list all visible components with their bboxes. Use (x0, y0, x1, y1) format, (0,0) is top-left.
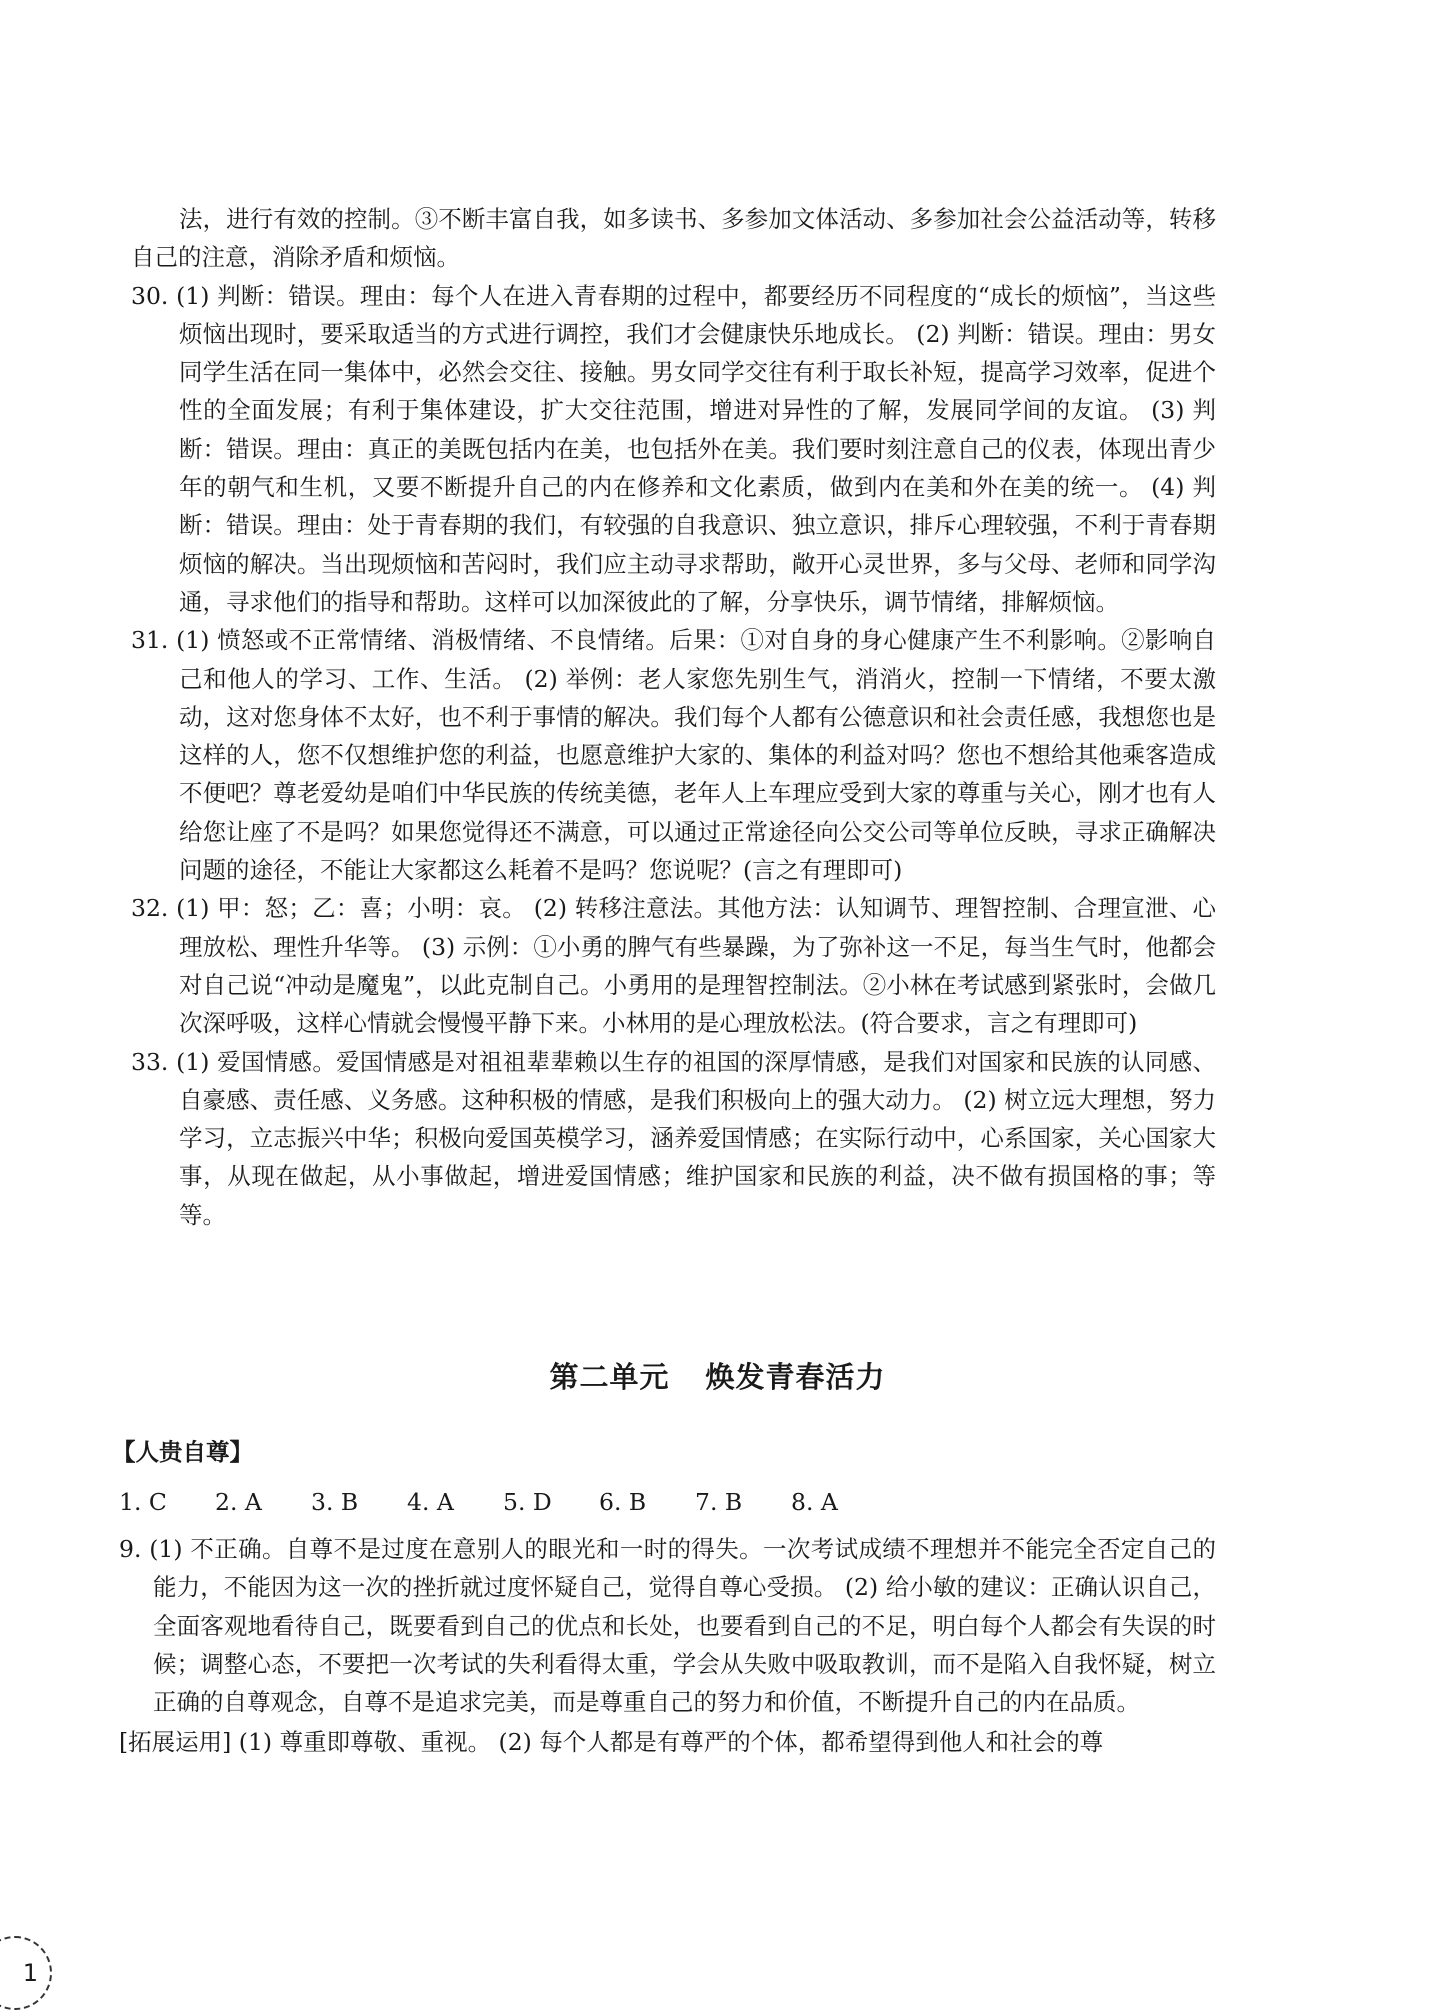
choice-answer: 2. A (215, 1488, 262, 1516)
choice-answer: 6. B (599, 1488, 647, 1516)
extension-paragraph: [拓展运用] (1) 尊重即尊敬、重视。 (2) 每个人都是有尊严的个体，都希望得到他人和社会的尊 (119, 1728, 1104, 1757)
unit-answer-text (119, 1530, 1216, 1762)
choice-answer: 8. A (791, 1488, 838, 1516)
answer-item-9: 9. (1) 不正确。自尊不是过度在意别人的眼光和一时的得失。一次考试成绩不理想并不能完全否定自己的能力，不能因为这一次的挫折就过度怀疑自己，觉得自尊心受损。 (2) 给小敏的建议：正确认识自己，全面客观地看待自己，既要看到自己的优点和长处，也要看到自己的不足，明白每个人都会有失误的时候；调整心态，不要把一次考试的失利看得太重，学会从失败中吸取教训，而不是陷入自我怀疑，树立正确的自尊观念，自尊不是追求完美，而是尊重自己的努力和价值，不断提升自己的内在品质。 (119, 1535, 1216, 1717)
choice-answer: 4. A (407, 1488, 454, 1516)
choice-answer: 1. C (119, 1488, 167, 1516)
choice-answer: 3. B (311, 1488, 359, 1516)
unit-title (0, 1355, 1435, 1396)
choice-answer: 5. D (503, 1488, 552, 1516)
section-header: 【人贵自尊】 (112, 1438, 253, 1466)
continuation-paragraph: 法，进行有效的控制。③不断丰富自我，如多读书、多参加文体活动、多参加社会公益活动等，转移自己的注意，消除矛盾和烦恼。 (131, 205, 1216, 272)
answer-item-31: 31. (1) 愤怒或不正常情绪、消极情绪、不良情绪。后果：①对自身的身心健康产生不利影响。②影响自己和他人的学习、工作、生活。 (2) 举例：老人家您先别生气，消消火，控制一下情绪，不要太激动，这对您身体不太好，也不利于事情的解决。我们每个人都有公德意识和社会责任感，我想您也是这样的人，您不仅想维护您的利益，也愿意维护大家的、集体的利益对吗？您也不想给其他乘客造成不便吧？尊老爱幼是咱们中华民族的传统美德，老年人上车理应受到大家的尊重与关心，刚才也有人给您让座了不是吗？如果您觉得还不满意，可以通过正常途径向公交公司等单位反映，寻求正确解决问题的途径，不能让大家都这么耗着不是吗？您说呢？(言之有理即可) (131, 626, 1216, 885)
answer-item-32: 32. (1) 甲：怒；乙：喜；小明：哀。 (2) 转移注意法。其他方法：认知调节、理智控制、合理宣泄、心理放松、理性升华等。 (3) 示例：①小勇的脾气有些暴躁，为了弥补这一不足，每当生气时，他都会对自己说“冲动是魔鬼”，以此克制自己。小勇用的是理智控制法。②小林在考试感到紧张时，会做几次深呼吸，这样心情就会慢慢平静下来。小林用的是心理放松法。(符合要求，言之有理即可) (131, 894, 1216, 1038)
answer-item-33: 33. (1) 爱国情感。爱国情感是对祖祖辈辈赖以生存的祖国的深厚情感，是我们对国家和民族的认同感、自豪感、责任感、义务感。这种积极的情感，是我们积极向上的强大动力。 (2) 树立远大理想，努力学习，立志振兴中华；积极向爱国英模学习，涵养爱国情感；在实际行动中，心系国家，关心国家大事，从现在做起，从小事做起，增进爱国情感；维护国家和民族的利益，决不做有损国格的事；等等。 (131, 1047, 1216, 1229)
answer-text-block (131, 200, 1216, 1234)
unit-title-name: 焕发青春活力 (705, 1360, 886, 1394)
unit-title-number: 第二单元 (549, 1360, 670, 1394)
page-number: 1 (0, 1936, 52, 2010)
choice-answers-row (119, 1488, 887, 1516)
answer-item-30: 30. (1) 判断：错误。理由：每个人在进入青春期的过程中，都要经历不同程度的“成长的烦恼”，当这些烦恼出现时，要采取适当的方式进行调控，我们才会健康快乐地成长。 (2) 判断：错误。理由：男女同学生活在同一集体中，必然会交往、接触。男女同学交往有利于取长补短，提高学习效率，促进个性的全面发展；有利于集体建设，扩大交往范围，增进对异性的了解，发展同学间的友谊。 (3) 判断：错误。理由：真正的美既包括内在美，也包括外在美。我们要时刻注意自己的仪表，体现出青少年的朝气和生机，又要不断提升自己的内在修养和文化素质，做到内在美和外在美的统一。 (4) 判断：错误。理由：处于青春期的我们，有较强的自我意识、独立意识，排斥心理较强，不利于青春期烦恼的解决。当出现烦恼和苦闷时，我们应主动寻求帮助，敞开心灵世界，多与父母、老师和同学沟通，寻求他们的指导和帮助。这样可以加深彼此的了解，分享快乐，调节情绪，排解烦恼。 (131, 281, 1216, 616)
choice-answer: 7. B (695, 1488, 743, 1516)
